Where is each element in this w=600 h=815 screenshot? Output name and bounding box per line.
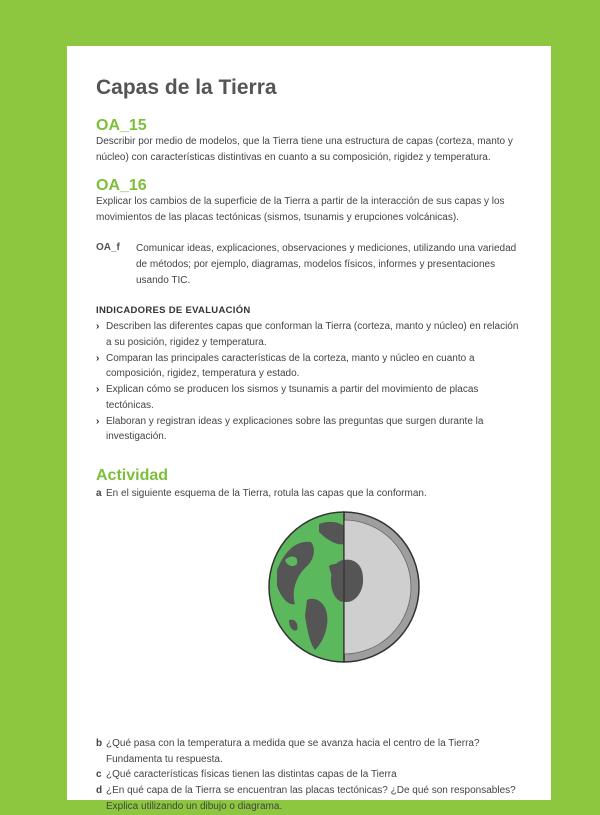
indicator-text: Explican cómo se producen los sismos y tsunamis a partir del movimiento de placas tectónicas. [106,384,479,411]
question-c [96,767,526,783]
indicator-item [96,382,526,413]
question-letter: c [96,769,102,780]
question-a [96,486,526,502]
indicator-text: Elaboran y registran ideas y explicaciones sobre las preguntas que surgen durante la investigación. [106,415,484,442]
question-d [96,783,526,815]
question-letter: b [96,738,103,749]
skill-code: OA_f [96,242,120,253]
indicators-heading: INDICADORES DE EVALUACIÓN [96,305,251,316]
question-text: En el siguiente esquema de la Tierra, rotula las capas que la conforman. [106,488,427,499]
indicator-item [96,319,526,350]
objective-code-oa15: OA_15 [96,117,147,134]
indicators-list [96,319,526,445]
chevron-right-icon: › [96,384,100,395]
indicator-text: Comparan las principales características de la corteza, manto y núcleo en cuanto a composición, rigidez, temperatura y estado. [106,352,475,379]
objective-text-oa16: Explicar los cambios de la superficie de la Tierra a partir de la interacción de sus capas y los movimientos de las placas tectónicas (sismos, tsunamis y erupciones volcánicas). [96,196,505,223]
earth-layers-diagram [267,510,421,664]
question-text: ¿Qué características físicas tienen las distintas capas de la Tierra [106,769,397,780]
indicator-item [96,414,526,445]
indicator-item [96,351,526,382]
question-letter: a [96,488,102,499]
skill-text: Comunicar ideas, explicaciones, observaciones y mediciones, utilizando una variedad de métodos; por ejemplo, diagramas, modelos físicos, informes y presentaciones usando TIC. [136,243,517,286]
question-letter: d [96,785,103,796]
question-text: ¿En qué capa de la Tierra se encuentran las placas tectónicas? ¿De qué son responsables? Explica utilizando un dibujo o diagrama. [106,785,516,812]
activity-title: Actividad [96,467,169,484]
objective-code-oa16: OA_16 [96,177,147,194]
question-text: ¿Qué pasa con la temperatura a medida que se avanza hacia el centro de la Tierra? Fundamenta tu respuesta. [106,738,480,765]
chevron-right-icon: › [96,352,100,364]
chevron-right-icon: › [96,321,100,332]
objective-text-oa15: Describir por medio de modelos, que la Tierra tiene una estructura de capas (corteza, manto y núcleo) con características distintivas en cuanto a su composición, rigidez y temperatura. [96,136,513,163]
worksheet-page [67,46,551,812]
question-b [96,736,526,768]
indicator-text: Describen las diferentes capas que conforman la Tierra (corteza, manto y núcleo) en relación a su posición, rigidez y temperatura. [106,321,519,348]
page-title: Capas de la Tierra [96,76,277,99]
chevron-right-icon: › [96,415,100,427]
